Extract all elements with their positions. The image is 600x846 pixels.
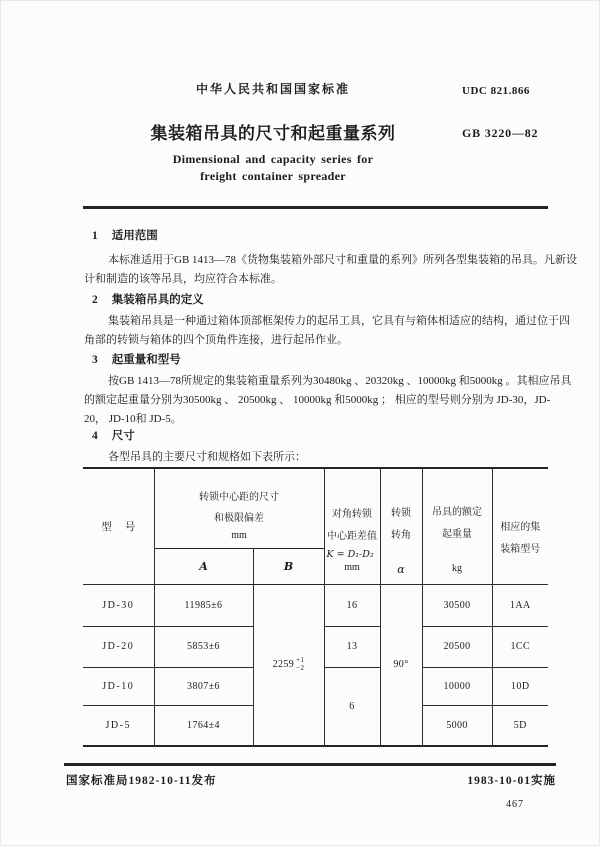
- section-2-paragraph: [84, 312, 570, 350]
- header-cell-rated-capacity: [422, 468, 492, 584]
- header-cell-model: [83, 468, 154, 584]
- cell-container-type: 1AA: [492, 584, 548, 626]
- header-label: 转锁中心距的尺寸: [199, 492, 279, 504]
- section-number: 1: [92, 230, 98, 242]
- paragraph-line: 集装箱吊具是一种通过箱体顶部框架传力的起吊工具，它具有与箱体相适应的结构，通过位于四: [108, 315, 570, 327]
- cell-container-type: 5D: [492, 705, 548, 746]
- section-number: 3: [92, 354, 98, 366]
- header-formula: K = D₁-D₂: [326, 548, 374, 560]
- cell-capacity: 20500: [422, 626, 492, 667]
- paragraph-line: 计和制造的该等吊具，均应符合本标准。: [84, 273, 282, 285]
- b-value: 2259: [272, 659, 295, 671]
- header-label: B: [283, 559, 294, 573]
- header-cell-diagonal-difference: [324, 468, 380, 584]
- header-unit: mm: [231, 530, 247, 542]
- header-cell-center-distance: [154, 468, 324, 548]
- header-label: 中心距差值: [327, 530, 377, 542]
- cell-dimension-a: 11985±6: [154, 584, 253, 626]
- section-number: 4: [92, 430, 98, 442]
- section-title: 尺寸: [111, 430, 135, 442]
- section-1-heading: [92, 227, 158, 243]
- table-row: [83, 584, 548, 626]
- header-cell-B: [253, 548, 324, 584]
- cell-container-type: 10D: [492, 667, 548, 705]
- section-3-heading: [92, 351, 181, 367]
- cell-angle: 90°: [380, 584, 422, 746]
- section-title: 起重量和型号: [111, 354, 181, 366]
- paragraph-line: 20， JD-10和 JD-5。: [84, 413, 182, 425]
- cell-dimension-a: 5853±6: [154, 626, 253, 667]
- header-label: 起重量: [442, 529, 472, 541]
- cell-capacity: 10000: [422, 667, 492, 705]
- paragraph-line: 按GB 1413—78所规定的集装箱重量系列为30480kg 、20320kg 、10000kg 和5000kg 。其相应吊具: [108, 375, 572, 387]
- effective-date-text: 1983-10-01实施: [467, 775, 556, 787]
- standard-number: GB 3220—82: [462, 126, 539, 140]
- header-symbol: α: [397, 562, 405, 576]
- cell-k-value: 6: [324, 667, 380, 746]
- cell-capacity: 5000: [422, 705, 492, 746]
- header-cell-container-type: [492, 468, 548, 584]
- section-number: 2: [92, 294, 98, 306]
- header-label: 吊具的额定: [432, 507, 482, 519]
- section-3-paragraph: [84, 372, 572, 429]
- issued-date-text: 国家标准局1982-10-11发布: [66, 775, 217, 787]
- header-label: 相应的集: [500, 522, 541, 534]
- national-standard-label: 中华人民共和国国家标准: [195, 82, 350, 96]
- cell-k-value: 13: [324, 626, 380, 667]
- paragraph-line: 各型吊具的主要尺寸和规格如下表所示：: [108, 451, 306, 463]
- document-title-en-line2: freight container spreader: [200, 169, 346, 183]
- footer-divider-rule: [64, 763, 556, 766]
- cell-model: JD-5: [83, 705, 154, 746]
- paragraph-line: 角部的转锁与箱体的四个顶角件连接，进行起吊作业。: [84, 334, 348, 346]
- document-title-en-line1: Dimensional and capacity series for: [172, 152, 374, 166]
- header-cell-A: [154, 548, 253, 584]
- table-header-row-1: [83, 468, 548, 548]
- cell-container-type: 1CC: [492, 626, 548, 667]
- cell-model: JD-20: [83, 626, 154, 667]
- header-cell-twist-angle: [380, 468, 422, 584]
- section-title: 集装箱吊具的定义: [111, 294, 204, 306]
- header-unit: mm: [344, 561, 360, 573]
- cell-dimension-a: 3807±6: [154, 667, 253, 705]
- header-unit: kg: [452, 563, 462, 575]
- b-tolerance-minus: −2: [296, 663, 305, 672]
- cell-dimension-b: [253, 584, 324, 746]
- section-2-heading: [92, 291, 204, 307]
- paragraph-line: 本标准适用于GB 1413—78《货物集装箱外部尺寸和重量的系列》所列各型集装箱的吊具。凡新设: [108, 254, 578, 266]
- cell-dimension-a: 1764±4: [154, 705, 253, 746]
- section-1-paragraph: [84, 251, 577, 289]
- header-label: 装箱型号: [500, 544, 541, 556]
- header-label: A: [199, 559, 208, 573]
- cell-capacity: 30500: [422, 584, 492, 626]
- paragraph-line: 的额定起重量分别为30500kg 、 20500kg 、 10000kg 和5000kg ； 相应的型号则分别为 JD-30，JD-: [84, 394, 551, 406]
- section-4-heading: [92, 427, 135, 443]
- cell-model: JD-10: [83, 667, 154, 705]
- header-label: 和极限偏差: [214, 513, 264, 525]
- cell-k-value: 16: [324, 584, 380, 626]
- cell-model: JD-30: [83, 584, 154, 626]
- section-4-paragraph: [84, 448, 306, 467]
- header-label: 型 号: [101, 521, 136, 533]
- section-title: 适用范围: [111, 230, 158, 242]
- header-label: 转角: [391, 529, 411, 541]
- spreader-spec-table: [83, 467, 548, 747]
- header-divider-rule: [83, 206, 548, 209]
- page-number: 467: [506, 799, 524, 810]
- document-title-zh: 集装箱吊具的尺寸和起重量系列: [150, 124, 396, 143]
- header-label: 转锁: [391, 507, 411, 519]
- b-tolerance-plus: +1: [296, 656, 305, 665]
- udc-number: UDC 821.866: [462, 85, 530, 97]
- header-label: 对角转锁: [332, 508, 372, 520]
- b-tolerance: [296, 657, 304, 672]
